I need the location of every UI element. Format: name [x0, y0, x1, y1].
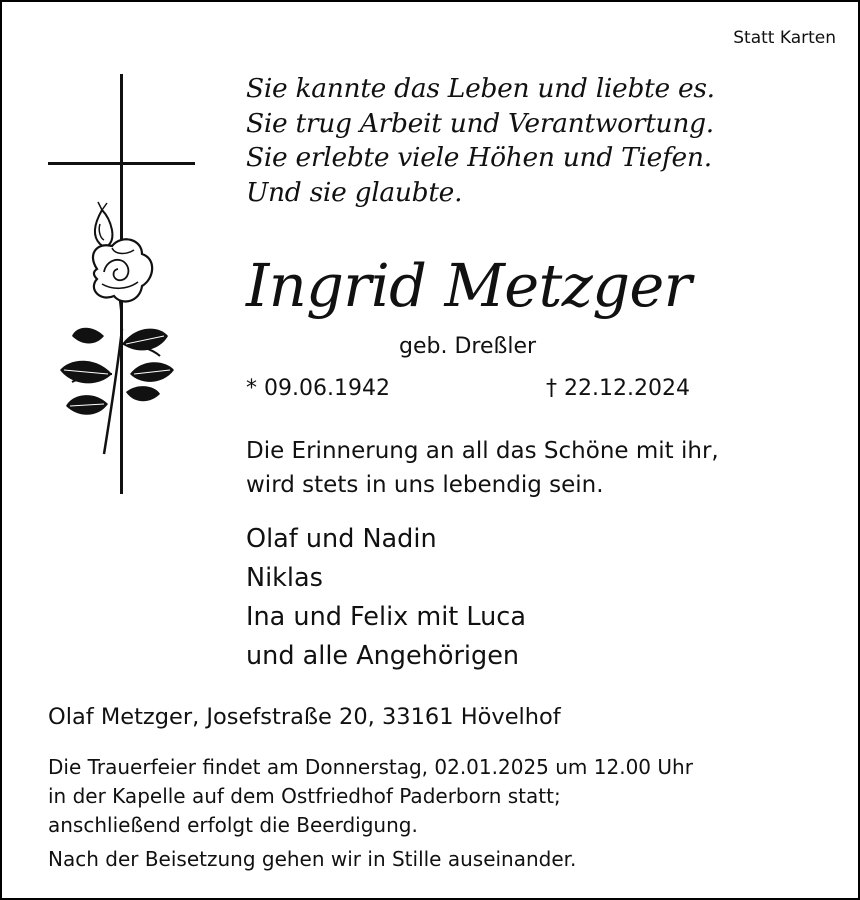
- poem-line: Sie erlebte viele Höhen und Tiefen.: [246, 142, 712, 173]
- family-signatures: [246, 520, 526, 676]
- top-note: Statt Karten: [733, 28, 836, 48]
- poem-line: Sie kannte das Leben und liebte es.: [246, 73, 715, 104]
- family-line: Niklas: [246, 563, 323, 593]
- deceased-name: Ingrid Metzger: [246, 251, 692, 320]
- contact-address: Olaf Metzger, Josefstraße 20, 33161 Hövelhof: [48, 704, 561, 730]
- cross-with-rose-icon: [42, 74, 202, 499]
- memory-text: [246, 434, 719, 502]
- funeral-line: anschließend erfolgt die Beerdigung.: [48, 813, 418, 837]
- birth-date: * 09.06.1942: [246, 376, 390, 401]
- death-date: † 22.12.2024: [546, 376, 690, 401]
- poem-line: Sie trug Arbeit und Verantwortung.: [246, 107, 714, 139]
- poem-line: Und sie glaubte.: [246, 176, 463, 208]
- family-line: und alle Angehörigen: [246, 641, 520, 671]
- closing-note: Nach der Beisetzung gehen wir in Stille auseinander.: [48, 847, 577, 871]
- funeral-details: [48, 753, 693, 840]
- family-line: Olaf und Nadin: [246, 524, 437, 554]
- funeral-line: in der Kapelle auf dem Ostfriedhof Paderborn statt;: [48, 784, 561, 808]
- funeral-line: Die Trauerfeier findet am Donnerstag, 02.01.2025 um 12.00 Uhr: [48, 755, 693, 779]
- memory-line: Die Erinnerung an all das Schöne mit ihr,: [246, 438, 719, 464]
- memory-line: wird stets in uns lebendig sein.: [246, 472, 604, 498]
- maiden-name: geb. Dreßler: [399, 334, 537, 359]
- poem: [246, 72, 715, 210]
- family-line: Ina und Felix mit Luca: [246, 602, 526, 632]
